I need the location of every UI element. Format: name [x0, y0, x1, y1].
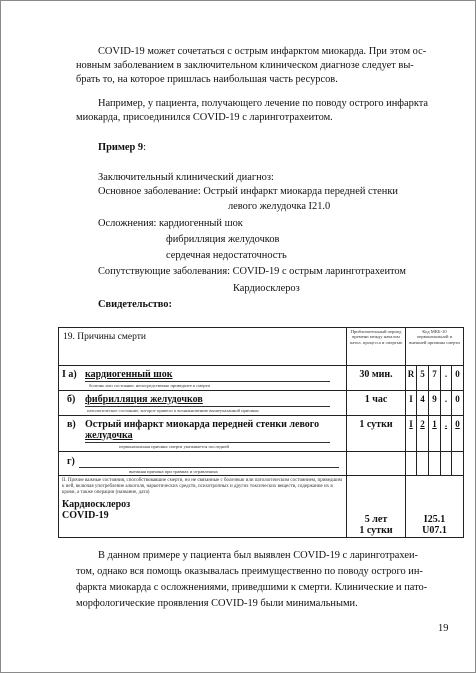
table-row — [59, 416, 464, 452]
part2-item-2: COVID-19 — [62, 509, 109, 521]
paragraph-line: COVID-19 может сочетаться с острым инфарктом миокарда. При этом ос- — [98, 46, 427, 57]
row-d-code-cell — [429, 452, 441, 476]
death-certificate-table — [58, 327, 464, 538]
row-c-code-1: I — [406, 416, 417, 452]
table-header-row — [59, 328, 464, 366]
diagnosis-concomitant: Сопутствующие заболевания: COVID-19 с острым ларинготрахеитом — [98, 266, 406, 277]
paragraph-line: морфологические проявления COVID-19 были минимальными. — [76, 598, 358, 609]
paragraph-line: фаркта миокарда с осложнениями, приведшими к смерти. Клинические и пато- — [76, 582, 428, 593]
underline — [79, 467, 339, 468]
part2-period-2: 1 сутки — [359, 525, 393, 536]
part2-code-cell — [406, 476, 464, 538]
underline — [85, 381, 330, 382]
paragraph-line: В данном примере у пациента был выявлен COVID-19 с ларинготрахеи- — [98, 550, 418, 561]
row-d-code-cell — [441, 452, 452, 476]
row-c-code-3: 1 — [429, 416, 441, 452]
row-d-label: г) — [67, 456, 75, 467]
example-colon: : — [143, 142, 146, 153]
underline — [85, 406, 330, 407]
row-a-code-2: 5 — [417, 366, 429, 391]
part2-code-1: I25.1 — [423, 514, 446, 525]
table-row — [59, 452, 464, 476]
row-b-note: патологическое состояние, которое привело к возникновению вышеуказанной причины — [87, 408, 259, 413]
example-label: Пример 9 — [98, 142, 144, 153]
row-b-cause: фибрилляция желудочков — [85, 394, 203, 405]
diagnosis-complication-2: фибрилляция желудочков — [166, 234, 280, 245]
row-d-code-cell — [417, 452, 429, 476]
row-c-cause-cell — [59, 416, 347, 452]
row-a-code-3: 7 — [429, 366, 441, 391]
row-c-code-5: 0 — [452, 416, 464, 452]
row-b-code-3: 9 — [429, 391, 441, 416]
diagnosis-main: Основное заболевание: Острый инфаркт миокарда передней стенки — [98, 186, 398, 197]
page-number: 19 — [438, 623, 449, 634]
row-a-code-5: 0 — [452, 366, 464, 391]
header-period: Приблизительный период времени между началом патол. процесса и смертью — [349, 329, 403, 345]
part2-item-1: Кардиосклероз — [62, 498, 131, 510]
row-d-cause-cell — [59, 452, 347, 476]
row-a-note: болезнь или состояние, непосредственно приведшее к смерти — [89, 383, 210, 388]
row-b-code-1: I — [406, 391, 417, 416]
diagnosis-main-cont: левого желудочка I21.0 — [228, 201, 331, 212]
part2-period-1: 5 лет — [364, 514, 388, 525]
row-d-code-cell — [406, 452, 417, 476]
row-a-cause-cell — [59, 366, 347, 391]
row-c-code-4: . — [441, 416, 452, 452]
diagnosis-concomitant-2: Кардиосклероз — [233, 283, 300, 294]
header-cause-cell — [59, 328, 347, 366]
row-c-cause-line1: Острый инфаркт миокарда передней стенки левого — [85, 419, 320, 430]
row-a-label: I а) — [62, 369, 77, 380]
diagnosis-complications: Осложнения: кардиогенный шок — [98, 218, 243, 229]
certificate-label: Свидетельство: — [98, 299, 172, 310]
paragraph-line: миокарда, присоединился COVID-19 с ларинготрахеитом. — [76, 112, 333, 123]
part2-period-cell — [347, 476, 406, 538]
part2-code-2: U07.1 — [422, 525, 447, 536]
example-heading — [98, 141, 146, 155]
part2-text: II. Прочие важные состояния, способствовавшие смерти, но не связанные с болезнью или патологическим состоянием, приведшим к ней, включая употребление алкоголя, наркотических средств, психотропных и других токсических веществ, содержание их в крови, а также операции (название, дата) — [62, 478, 343, 496]
row-c-note: первоначальная причина смерти указывается последней — [119, 444, 229, 449]
paragraph-line: брать то, на которое пришлась наибольшая часть ресурсов. — [76, 74, 338, 85]
header-period-cell — [347, 328, 406, 366]
row-b-label: б) — [67, 394, 76, 405]
table-row — [59, 391, 464, 416]
diagnosis-complication-3: сердечная недостаточность — [166, 250, 287, 261]
row-b-code-4: . — [441, 391, 452, 416]
row-c-label: в) — [67, 419, 76, 430]
row-a-code-4: . — [441, 366, 452, 391]
row-b-code-2: 4 — [417, 391, 429, 416]
row-c-period: 1 сутки — [347, 416, 406, 452]
row-a-cause: кардиогенный шок — [85, 369, 173, 380]
row-b-period: 1 час — [347, 391, 406, 416]
paragraph-line: Например, у пациента, получающего лечение по поводу острого инфаркта — [98, 98, 429, 109]
table-row — [59, 366, 464, 391]
row-b-cause-cell — [59, 391, 347, 416]
paragraph-line: том, однако вся помощь оказывалась преимущественно по поводу острого ин- — [76, 566, 423, 577]
table-row-part2 — [59, 476, 464, 538]
header-cause: 19. Причины смерти — [63, 332, 146, 342]
row-d-note: внешняя причина при травмах и отравлениях — [129, 469, 218, 474]
part2-cell — [59, 476, 347, 538]
row-d-period — [347, 452, 406, 476]
underline — [85, 442, 330, 443]
paragraph-line: новным заболеванием в заключительном клиническом диагнозе следует вы- — [76, 60, 414, 71]
row-a-code-1: R — [406, 366, 417, 391]
header-code: Код МКБ-10 первоначальной и внешней причины смерти — [409, 329, 460, 345]
header-code-cell — [406, 328, 464, 366]
row-b-code-5: 0 — [452, 391, 464, 416]
row-d-code-cell — [452, 452, 464, 476]
row-c-code-2: 2 — [417, 416, 429, 452]
row-a-period: 30 мин. — [347, 366, 406, 391]
row-c-cause-line2: желудочка — [85, 430, 133, 441]
diagnosis-title: Заключительный клинический диагноз: — [98, 172, 274, 183]
